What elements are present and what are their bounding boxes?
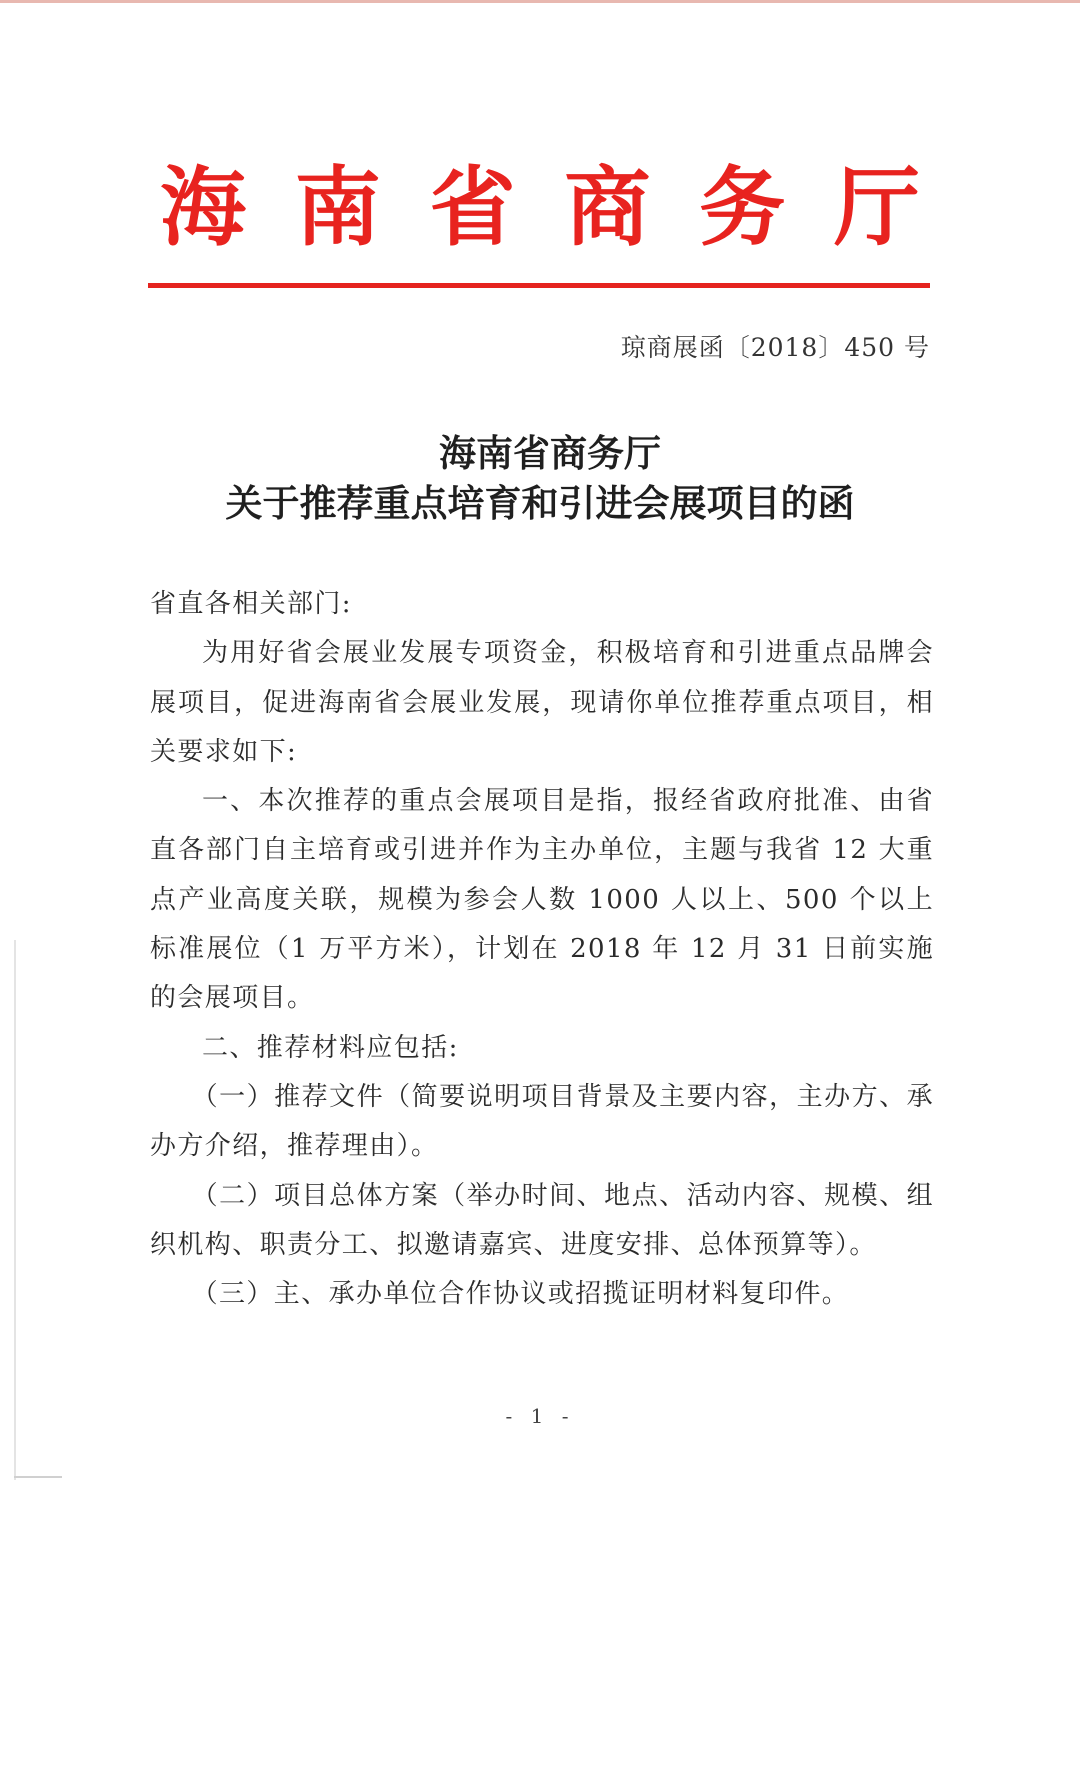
- document-title: [0, 428, 1080, 528]
- item-2-paragraph: 二、推荐材料应包括:: [202, 1032, 459, 1063]
- masthead-char: 务: [699, 157, 786, 258]
- document-body: [150, 580, 934, 1319]
- masthead-char: 商: [564, 157, 651, 258]
- masthead-char: 海: [160, 157, 246, 258]
- title-line-1: 海南省商务厅: [439, 431, 661, 475]
- sub-item-1-paragraph: （一）推荐文件（简要说明项目背景及主要内容，主办方、承办方介绍，推荐理由）。: [150, 1081, 934, 1162]
- masthead-red-rule: [148, 283, 930, 288]
- masthead-char: 省: [429, 157, 516, 258]
- masthead: [160, 158, 920, 258]
- document-number: 琼商展函〔2018〕450 号: [620, 333, 930, 362]
- intro-paragraph: 为用好省会展业发展专项资金，积极培育和引进重点品牌会展项目，促进海南省会展业发展，现请你单位推荐重点项目，相关要求如下:: [150, 638, 934, 767]
- title-line-2: 关于推荐重点培育和引进会展项目的函: [225, 481, 855, 525]
- masthead-char: 厅: [833, 157, 920, 258]
- sub-item-3-paragraph: （三）主、承办单位合作协议或招揽证明材料复印件。: [191, 1279, 850, 1310]
- item-1-paragraph: 一、本次推荐的重点会展项目是指，报经省政府批准、由省直各部门自主培育或引进并作为主办单位，主题与我省 12 大重点产业高度关联，规模为参会人数 1000 人以上、500 个以上标准展位（1 万平方米），计划在 2018 年 12 月 31 日前实施的会展项目。: [150, 786, 934, 1014]
- sub-item-2-paragraph: （二）项目总体方案（举办时间、地点、活动内容、规模、组织机构、职责分工、拟邀请嘉宾、进度安排、总体预算等）。: [150, 1180, 934, 1260]
- page-number: - 1 -: [505, 1404, 575, 1428]
- masthead-char: 南: [294, 157, 381, 258]
- salutation: 省直各相关部门:: [150, 589, 352, 619]
